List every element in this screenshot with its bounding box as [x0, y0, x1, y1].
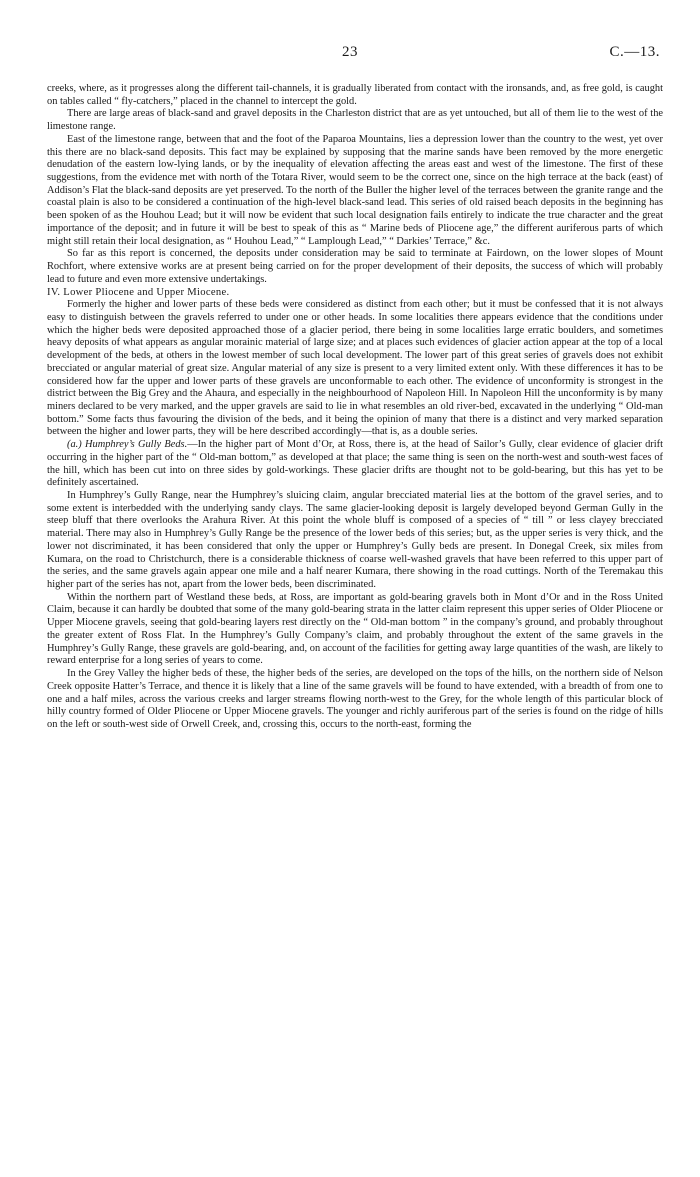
document-reference: C.—13. [609, 44, 660, 60]
paragraph: So far as this report is concerned, the deposits under consideration may be said to terminate at Fairdown, on the lower slopes of Mount Rochfort, where extensive works are at present being carried on for the proper development of their deposits, the success of which will probably lead to future and even more extensive undertakings. [47, 248, 663, 285]
paragraph: Formerly the higher and lower parts of these beds were considered as distinct from each other; but it must be confessed that it is not always easy to distinguish between the gravels referred to under one or other heads. In some localities there appears evidence that the conditions under which the higher beds were deposited approached those of a glacier period, there being in some localities large erratic boulders, and sometimes heavy deposits of what appears as angular morainic material of large size; and at places such evidences of glacier action appear at the top of a local development of the beds, at others in the lowest member of such local development. The lower part of this great series of gravels does not exhibit brecciated or angular material of great size. Angular material of any size is present to a very limited extent only. With these differences it has to be considered how far the upper and lower parts of these gravels are unconformable to each other. The evidence of unconformity is strongest in the district between the Big Grey and the Ahaura, and especially in the neighbourhood of Napoleon Hill. In Napoleon Hill the unconformity is by many miners declared to be very marked, and the upper gravels are said to lie in what resembles an old river-bed, excavated in the underlying “ Old-man bottom.” Some facts thus favouring the division of the beds, and it being the opinion of many that there is a distinct and very marked separation between the higher and lower parts, they will be here described accordingly—that is, as a double series. [47, 299, 663, 438]
paragraph: There are large areas of black-sand and gravel deposits in the Charleston district that are as yet untouched, but all of them lie to the west of the limestone range. [47, 108, 663, 133]
paragraph: In the Grey Valley the higher beds of these, the higher beds of the series, are developed on the tops of the hills, on the northern side of Nelson Creek opposite Hatter’s Terrace, and thence it is likely that a line of the same gravels will be found to have extended, with a breadth of from one to one and a half miles, across the various creeks and larger streams flowing north-west to the Grey, for the whole length of this particular block of hilly country formed of Older Pliocene or Upper Miocene gravels. The younger and richly auriferous part of the series is found on the ridge of hills on the left or south-west side of Orwell Creek, and, crossing this, occurs to the north-east, forming the [47, 668, 663, 730]
subsection-text: —In the higher part of Mont d’Or, at Ross, there is, at the head of Sailor’s Gully, clear evidence of glacier drift occurring in the higher part of the “ Old-man bottom,” as developed at that place; the same thing is seen on the north-west and south-west faces of the hill, which has been cut into on three sides by gold-workings. These glacier drifts are thought not to be gold-bearing, but this has yet to be definitely ascertained. [47, 439, 663, 489]
body-text [47, 83, 663, 732]
paragraph: Within the northern part of Westland these beds, at Ross, are important as gold-bearing gravels both in Mont d’Or and in the Ross United Claim, because it can hardly be doubted that some of the many gold-bearing strata in the latter claim represent this upper series of Older Pliocene or Upper Miocene gravels, seeing that gold-bearing layers rest directly on the “ Old-man bottom ” in the company’s ground, and probably throughout the greater extent of Ross Flat. In the Humphrey’s Gully Company’s claim, and probably throughout the extent of the same gravels in the Humphrey’s Gully Range, these gravels are gold-bearing, and, on account of the facilities for getting away large quantities of the wash, are likely to reward enterprise for a long series of years to come. [47, 591, 663, 667]
paragraph: In Humphrey’s Gully Range, near the Humphrey’s sluicing claim, angular brecciated material lies at the bottom of the gravel series, and to some extent is interbedded with the underlying sandy clays. The same glacier-looking deposit is largely developed beyond German Gully in the steep bluff that there overlooks the Arahura River. At this point the whole bluff is composed of a species of “ till ” or less clayey brecciated material. There may also in Humphrey’s Gully Range be the presence of the lower beds of this series; but, as the upper series is very thick, and the lower not discriminated, it has been considered that only the upper or Humphrey’s Gully beds are present. In Donegal Creek, six miles from Kumara, on the road to Christchurch, there is a considerable thickness of coarse well-washed gravels that have been referred to this upper part of the series, and the same gravels again appear one mile and a half nearer Kumara, there showing in the road cuttings. North of the Teremakau this higher part of the series has not, apart from the lower beds, been discriminated. [47, 490, 663, 591]
page-header [40, 46, 660, 64]
section-heading: IV. Lower Pliocene and Upper Miocene. [47, 286, 230, 298]
subsection-paragraph [47, 439, 663, 490]
page-number: 23 [342, 44, 358, 60]
paragraph: creeks, where, as it progresses along the different tail-channels, it is gradually liberated from contact with the ironsands, and, as free gold, is caught on tables called “ fly-catchers,” placed in the channel to intercept the gold. [47, 83, 663, 107]
paragraph: East of the limestone range, between that and the foot of the Paparoa Mountains, lies a depression lower than the country to the west, yet over this there are no black-sand deposits. This fact may be explained by supposing that the marine sands have been removed by the more energetic denudation of the eastern low-lying lands, or by the inequality of elevation affecting the areas east and west of the limestone. The first of these suggestions, from the evidence met with north of the Totara River, would seem to be the correct one, since on the high terrace at the back (east) of Addison’s Flat the black-sand deposits are yet preserved. To the north of the Buller the higher level of the terraces between the granite range and the coastal plain is also to be considered a continuation of the high-level black-sand lead. This series of old raised beach deposits in the beginning has been spoken of as the Houhou Lead; but it will now be evident that such local designation fails entirely to indicate the true character and the great importance of the deposit; and in future it will be best to speak of this as “ Marine beds of Pliocene age,” the different auriferous parts of which might still retain their local designation, as “ Houhou Lead,” “ Lamplough Lead,” “ Darkies’ Terrace,” &c. [47, 133, 663, 247]
subsection-label: (a.) Humphrey’s Gully Beds. [67, 439, 188, 451]
